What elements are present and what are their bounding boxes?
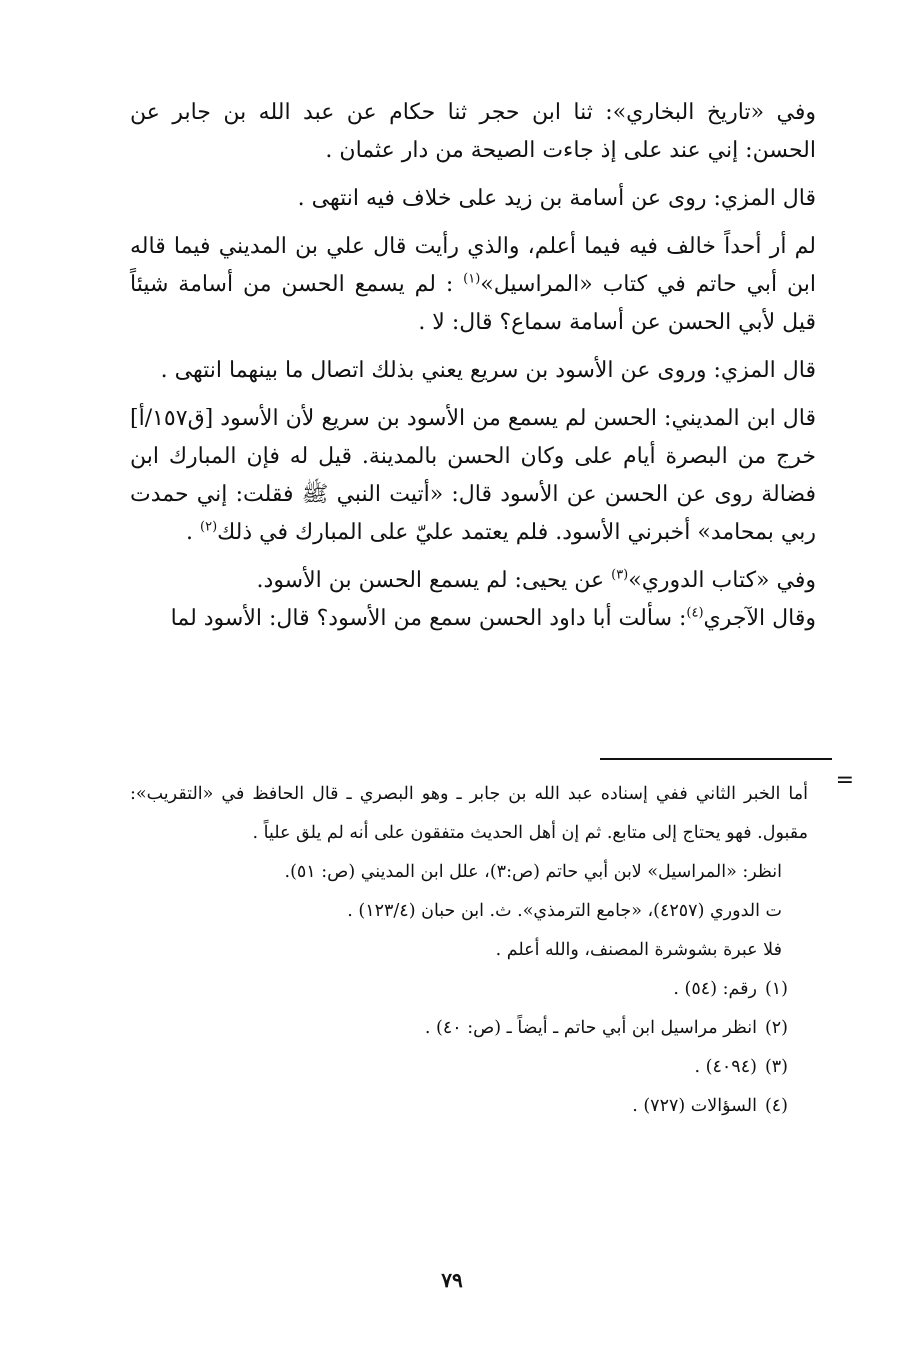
paragraph-5 bbox=[130, 400, 816, 552]
paragraph-2 bbox=[130, 180, 816, 218]
continuation-mark: = bbox=[835, 768, 854, 793]
paragraph-6 bbox=[130, 562, 816, 600]
footnote-continuation: أما الخبر الثاني ففي إسناده عبد الله بن جابر ـ وهو البصري ـ قال الحافظ في «التقريب»: مقبول. فهو يحتاج إلى متابع. ثم إن أهل الحديث متفقون على أنه لم يلق علياً . bbox=[130, 784, 808, 843]
footnote-ref-3[interactable]: (٣) bbox=[611, 567, 629, 583]
footnote-line-2: ت الدوري (٤٢٥٧)، «جامع الترمذي». ث. ابن حبان (١٢٣/٤) . bbox=[347, 901, 782, 921]
paragraph-3-text-a: لم أر أحداً خالف فيه فيما أعلم، والذي رأيت قال علي بن المديني فيما قاله ابن أبي حاتم في كتاب «المراسيل» bbox=[130, 234, 817, 297]
footnote-4 bbox=[110, 1087, 788, 1126]
footnote-2-number: (٢) bbox=[764, 1018, 788, 1038]
footnote-3 bbox=[110, 1048, 788, 1087]
paragraph-6-text-b: عن يحيى: لم يسمع الحسن بن الأسود. bbox=[256, 568, 612, 593]
paragraph-3 bbox=[130, 228, 816, 342]
main-text bbox=[130, 94, 816, 638]
footnote-4-number: (٤) bbox=[764, 1096, 788, 1116]
footnote-line-1: انظر: «المراسيل» لابن أبي حاتم (ص:٣)، علل ابن المديني (ص: ٥١). bbox=[284, 862, 782, 882]
paragraph-7-text-a: وقال الآجري bbox=[703, 606, 816, 631]
footnote-ref-2[interactable]: (٢) bbox=[200, 519, 218, 535]
footnote-4-text: السؤالات (٧٢٧) . bbox=[632, 1096, 757, 1116]
paragraph-3-text-b: : لم يسمع الحسن من أسامة شيئاً قيل لأبي الحسن عن أسامة سماع؟ قال: لا . bbox=[130, 272, 816, 335]
footnote-ref-4[interactable]: (٤) bbox=[686, 605, 704, 621]
footnote-line-3: فلا عبرة بشوشرة المصنف، والله أعلم . bbox=[495, 940, 782, 960]
paragraph-6-text-a: وفي «كتاب الدوري» bbox=[628, 568, 816, 593]
paragraph-1-text: وفي «تاريخ البخاري»: ثنا ابن حجر ثنا حكام عن عبد الله بن جابر عن الحسن: إني عند على إذ جاءت الصيحة من دار عثمان . bbox=[130, 100, 816, 163]
footnote-separator bbox=[600, 758, 832, 760]
paragraph-1 bbox=[130, 94, 816, 170]
paragraph-5-text-a: قال ابن المديني: الحسن لم يسمع من الأسود بن سريع لأن الأسود [ق١٥٧/أ] خرج من البصرة أيام على وكان الحسن بالمدينة. قيل له فإن المبارك ابن فضالة روى عن الحسن عن الأسود قال: «أتيت النبي ﷺ فقلت: إني حمدت ربي بمحامد» أخبرني الأسود. فلم يعتمد عليّ على المبارك في ذلك bbox=[130, 406, 816, 545]
footnote-3-number: (٣) bbox=[764, 1057, 788, 1077]
footnote-2-text: انظر مراسيل ابن أبي حاتم ـ أيضاً ـ (ص: ٤٠) . bbox=[424, 1018, 757, 1038]
footnote-1-text: رقم: (٥٤) . bbox=[673, 979, 757, 999]
footnotes-section bbox=[130, 775, 808, 1126]
page-number: ٧٩ bbox=[441, 1268, 463, 1292]
footnote-1-number: (١) bbox=[764, 979, 788, 999]
paragraph-5-text-b: . bbox=[186, 520, 200, 545]
paragraph-7-text-b: : سألت أبا داود الحسن سمع من الأسود؟ قال: الأسود لما bbox=[170, 606, 687, 631]
paragraph-4 bbox=[130, 352, 816, 390]
paragraph-7 bbox=[130, 600, 816, 638]
footnote-ref-1[interactable]: (١) bbox=[463, 271, 481, 287]
footnote-2 bbox=[110, 1009, 788, 1048]
footnote-3-text: (٤٠٩٤) . bbox=[694, 1057, 757, 1077]
paragraph-2-text: قال المزي: روى عن أسامة بن زيد على خلاف فيه انتهى . bbox=[297, 186, 816, 211]
paragraph-4-text: قال المزي: وروى عن الأسود بن سريع يعني بذلك اتصال ما بينهما انتهى . bbox=[160, 358, 816, 383]
footnote-1 bbox=[110, 970, 788, 1009]
